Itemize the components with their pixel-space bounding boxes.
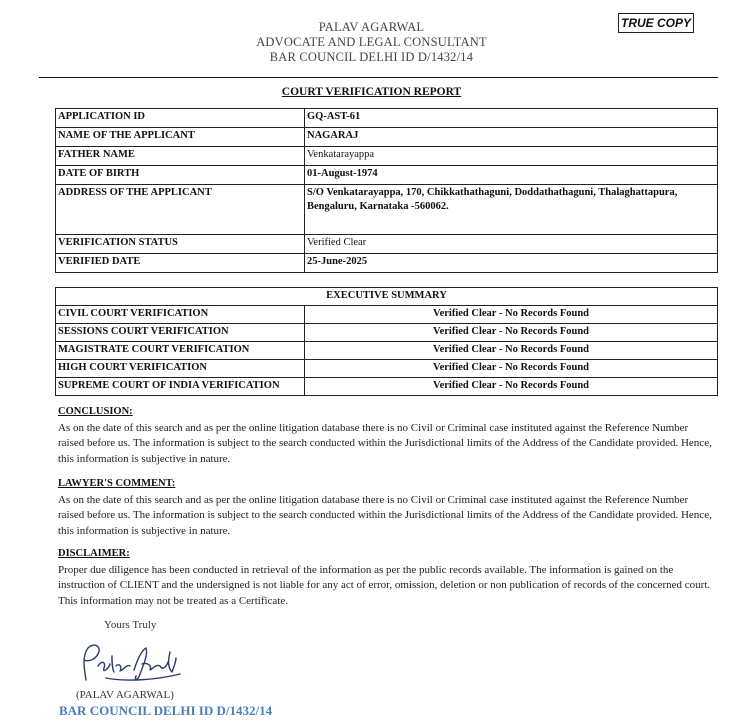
advocate-bar-id: BAR COUNCIL DELHI ID D/1432/14 bbox=[269, 50, 474, 64]
signatory-bar-id: BAR COUNCIL DELHI ID D/1432/14 bbox=[59, 703, 273, 718]
advocate-name: PALAV AGARWAL bbox=[318, 20, 425, 34]
court-status: Verified Clear - No Records Found bbox=[305, 342, 718, 360]
field-value: GQ-AST-61 bbox=[305, 109, 718, 128]
field-value: 25-June-2025 bbox=[305, 254, 718, 273]
disclaimer-section bbox=[58, 546, 713, 609]
field-value: S/O Venkatarayappa, 170, Chikkathathaguni, Doddathathaguni, Thalaghattapura, Bengaluru, Karnataka -560062. bbox=[305, 185, 718, 235]
advocate-designation: ADVOCATE AND LEGAL CONSULTANT bbox=[256, 35, 487, 49]
field-label: VERIFIED DATE bbox=[56, 254, 305, 273]
table-row bbox=[56, 128, 718, 147]
field-label: ADDRESS OF THE APPLICANT bbox=[56, 185, 305, 235]
court-label: MAGISTRATE COURT VERIFICATION bbox=[56, 342, 305, 360]
conclusion-text: As on the date of this search and as per the online litigation database there is no Civil or Criminal case instituted against the Reference Number raised before us. The information is subject to the search conducted within the Jurisdictional limits of the Address of the Candidate provided. Hence, this information is subjective in nature. bbox=[58, 422, 712, 465]
salutation: Yours Truly bbox=[104, 619, 157, 631]
field-value: Verified Clear bbox=[305, 235, 718, 254]
conclusion-heading: CONCLUSION: bbox=[58, 406, 133, 417]
report-title: COURT VERIFICATION REPORT bbox=[281, 86, 462, 98]
lawyers-comment-heading: LAWYER'S COMMENT: bbox=[58, 478, 176, 489]
field-label: NAME OF THE APPLICANT bbox=[56, 128, 305, 147]
executive-summary-table bbox=[55, 287, 718, 396]
court-label: SESSIONS COURT VERIFICATION bbox=[56, 324, 305, 342]
header-divider bbox=[39, 77, 718, 78]
signature-image bbox=[76, 640, 186, 686]
court-status: Verified Clear - No Records Found bbox=[305, 360, 718, 378]
field-label: APPLICATION ID bbox=[56, 109, 305, 128]
field-label: DATE OF BIRTH bbox=[56, 166, 305, 185]
signatory-name: (PALAV AGARWAL) bbox=[76, 689, 174, 701]
field-label: FATHER NAME bbox=[56, 147, 305, 166]
court-label: CIVIL COURT VERIFICATION bbox=[56, 306, 305, 324]
court-status: Verified Clear - No Records Found bbox=[305, 378, 718, 396]
table-row bbox=[56, 254, 718, 273]
table-row bbox=[56, 166, 718, 185]
table-row bbox=[56, 235, 718, 254]
table-row bbox=[56, 109, 718, 128]
court-status: Verified Clear - No Records Found bbox=[305, 306, 718, 324]
table-row bbox=[56, 147, 718, 166]
lawyers-comment-text: As on the date of this search and as per the online litigation database there is no Civil or Criminal case instituted against the Reference Number raised before us. The information is subject to the search conducted within the Jurisdictional limits of the Address of the Candidate provided. Hence, this information is subjective in nature. bbox=[58, 494, 712, 537]
field-value: Venkatarayappa bbox=[305, 147, 718, 166]
table-row bbox=[56, 342, 718, 360]
court-status: Verified Clear - No Records Found bbox=[305, 324, 718, 342]
conclusion-section bbox=[58, 404, 713, 467]
disclaimer-heading: DISCLAIMER: bbox=[58, 548, 130, 559]
table-row bbox=[56, 360, 718, 378]
applicant-details-table bbox=[55, 108, 718, 273]
court-label: SUPREME COURT OF INDIA VERIFICATION bbox=[56, 378, 305, 396]
table-row bbox=[56, 288, 718, 306]
field-label: VERIFICATION STATUS bbox=[56, 235, 305, 254]
field-value: NAGARAJ bbox=[305, 128, 718, 147]
true-copy-stamp: TRUE COPY bbox=[618, 13, 694, 33]
summary-title: EXECUTIVE SUMMARY bbox=[56, 288, 718, 306]
disclaimer-text: Proper due diligence has been conducted in retrieval of the information as per the public records available. The information is gained on the instruction of CLIENT and the undersigned is not liable for any act of error, omission, deletion or non publication of records of the concerned court. This information may not be treated as a Certificate. bbox=[58, 564, 711, 607]
table-row bbox=[56, 324, 718, 342]
table-row bbox=[56, 378, 718, 396]
lawyers-comment-section bbox=[58, 476, 713, 539]
table-row bbox=[56, 185, 718, 235]
table-row bbox=[56, 306, 718, 324]
court-label: HIGH COURT VERIFICATION bbox=[56, 360, 305, 378]
field-value: 01-August-1974 bbox=[305, 166, 718, 185]
